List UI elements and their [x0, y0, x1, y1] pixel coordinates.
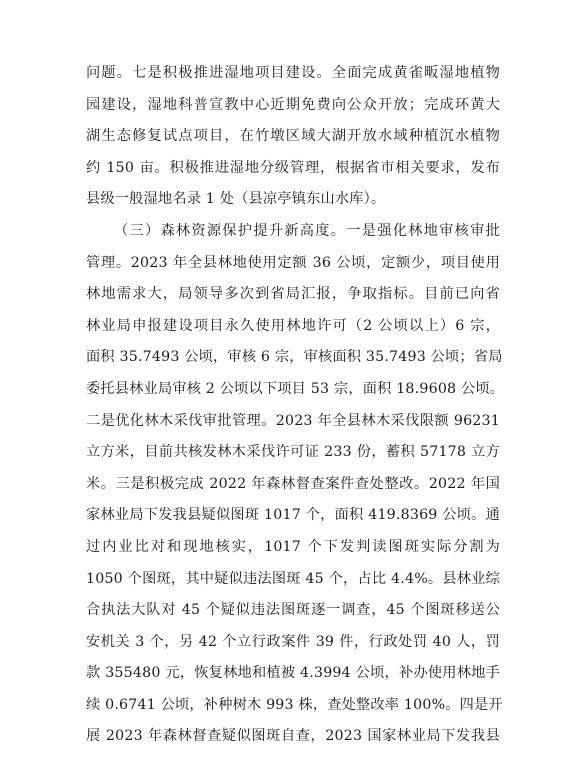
- text-line: 续 0.6741 公顷，补种树木 993 株，查处整改率 100%。四是开: [86, 696, 503, 713]
- paragraph-forest-protection: [86, 216, 505, 753]
- document-page: [86, 58, 505, 753]
- text-line: 家林业局下发我县疑似图斑 1017 个，面积 419.8369 公顷。通: [86, 507, 500, 524]
- text-line: 委托县林业局审核 2 公顷以下项目 53 宗，面积 18.9608 公顷。: [86, 380, 505, 397]
- text-line: 面积 35.7493 公顷，审核 6 宗，审核面积 35.7493 公顷；省局: [86, 349, 503, 366]
- text-line: 管理。2023 年全县林地使用定额 36 公顷，定额少，项目使用: [86, 254, 500, 271]
- text-line: 展 2023 年森林督查疑似图斑自查，2023 国家林业局下发我县: [86, 728, 500, 745]
- text-line: 1050 个图斑，其中疑似违法图斑 45 个，占比 4.4%。县林业综: [86, 570, 500, 587]
- text-line: 合执法大队对 45 个疑似违法图斑逐一调查，45 个图斑移送公: [86, 602, 500, 619]
- text-line: 款 355480 元，恢复林地和植被 4.3994 公顷，补办使用林地手: [86, 665, 500, 682]
- text-line: 湖生态修复试点项目，在竹墩区域大湖开放水域种植沉水植物: [86, 128, 500, 145]
- text-line: 米。三是积极完成 2022 年森林督查案件查处整改。2022 年国: [86, 475, 500, 492]
- text-line: 林地需求大，局领导多次到省局汇报，争取指标。目前已向省: [86, 286, 500, 303]
- text-line: 过内业比对和现地核实，1017 个下发判读图斑实际分割为: [86, 538, 500, 555]
- text-line: 县级一般湿地名录 1 处（县凉亭镇东山水库）。: [86, 191, 386, 208]
- text-line: 二是优化林木采伐审批管理。2023 年全县林木采伐限额 96231: [86, 412, 500, 429]
- text-line: 林业局申报建设项目永久使用林地许可（2 公顷以上）6 宗，: [86, 317, 500, 334]
- text-line: 安机关 3 个，另 42 个立行政案件 39 件，行政处罚 40 人，罚: [86, 633, 500, 650]
- text-line: 园建设，湿地科普宣教中心近期免费向公众开放；完成环黄大: [86, 96, 500, 113]
- text-line: 约 150 亩。积极推进湿地分级管理，根据省市相关要求，发布: [86, 159, 500, 176]
- paragraph-wetland: [86, 58, 500, 216]
- text-line: 立方米，目前共核发林木采伐许可证 233 份，蓄积 57178 立方: [86, 444, 500, 461]
- section-heading-line: （三）森林资源保护提升新高度。一是强化林地审核审批: [114, 222, 500, 239]
- text-line: 问题。七是积极推进湿地项目建设。全面完成黄雀畈湿地植物: [86, 65, 500, 81]
